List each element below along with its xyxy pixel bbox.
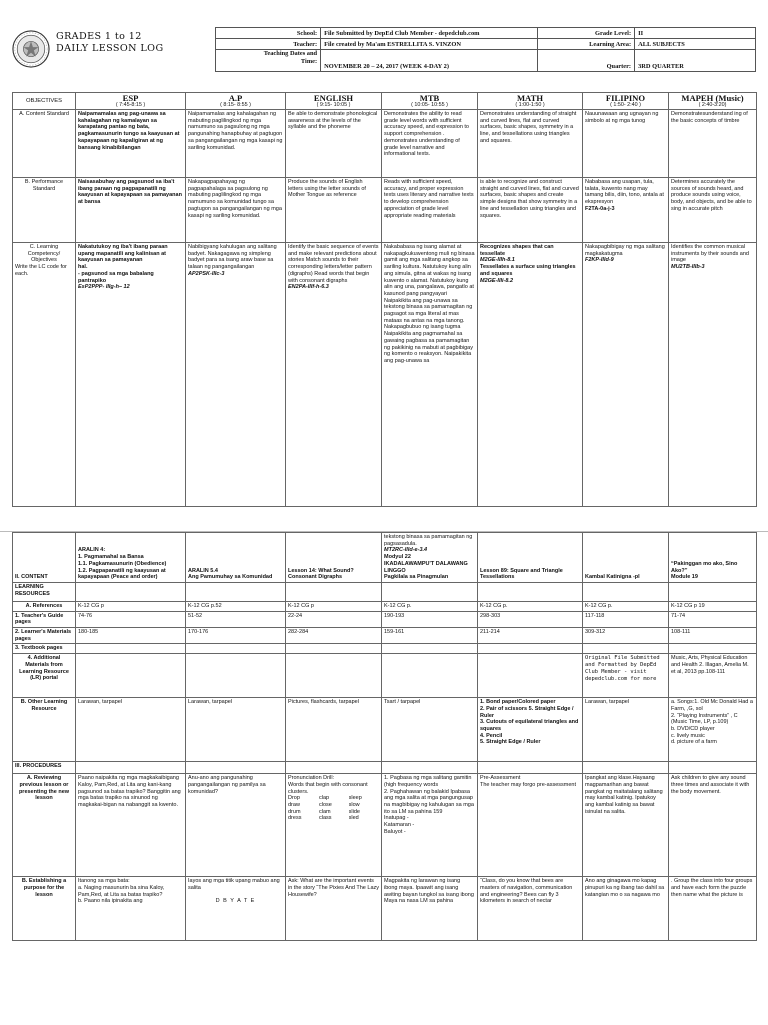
content-row [13,533,757,583]
cell-mtb: Nakababasa ng isang alamat at nakapagkukuwentong muli ng binasa gamit ang mga salitang angkop sa sariling kultura. Natutukoy kung alin ang simula, gitna at wakas ng isang kuwento o alamat. Natutukoy kung alin ang una, pangalawa, pangatlo at kasunod pang pangyayari Naipakikita ang pag-unawa sa tekstong binasa sa pamamagitan ng pagsagot sa mga literal at mas mataas na antas na mga tanong. Nakapagbubuo ng isang tugma Naipakikita ang pagmamahal sa gawaing pagbasa sa pamamagitan ng pakikinig na mabuti at pagbibigay ng komento o reaksyon. Naipakikita ang pag-unawa sa [382,243,478,507]
teachers-guide-row [13,611,757,627]
cell-ap: Nabibigyang kahulugan ang salitang badyet. Nakagagawa ng simpleng badyet para sa isang araw base sa talaan ng pangangailangan AP2PSK-IIIc-3 [186,243,286,507]
cell-music: K-12 CG p 19 [669,601,757,611]
cell-ap: Iayos ang mga titik upang mabuo ang salita D B Y A T E [186,877,286,941]
cell-mtb: 190-193 [382,611,478,627]
grade-level-label: Grade Level: [537,28,634,39]
cell-filipino: K-12 CG p. [583,601,669,611]
page-2 [0,531,768,1025]
cell-filipino: Nababasa ang usapan, tula, talata, kuwento nang may tamang bilis, diin, tono, antala at ekspresyon F2TA-0a-j-3 [583,178,669,243]
row-label: A. Content Standard [13,110,76,178]
header-meta-table [215,27,756,72]
cell-math: Pre-Assessment The teacher may forgo pre-assessment [478,774,583,877]
teacher-label: Teacher: [216,39,321,50]
cell-esp: Itanong sa mga bata: a. Naging masunurin ba sina Kaloy, Pam,Red, at Lita sa batas trapiko? b. Paano nila ipinakita ang [76,877,186,941]
col-english: ENGLISH ( 9:15- 10:05 ) [286,93,382,110]
col-esp: ESP ( 7:45-8:15 ) [76,93,186,110]
cell-music: 108-111 [669,628,757,644]
textbook-row [13,644,757,654]
col-filipino: FILIPINO ( 1:50- 2:40 ) [583,93,669,110]
cell-mtb: 1. Pagbasa ng mga salitang gamitin (high frequency words 2. Paghahawan ng balakid Ipabasa ang mga salita at mga pangungusap na magbibigay ng kahulugan sa mga ito sa LM sa pahina 159 Inatupag - Katamaran - Baluyot - [382,774,478,877]
cell-filipino: Kambal Katinigna -pl [583,533,669,583]
row-label: C. Learning Competency/ Objectives Write the LC code for each. [13,243,76,507]
cell-filipino: 309-312 [583,628,669,644]
cell-english: Be able to demonstrate phonological awareness at the levels of the syllable and the phoneme [286,110,382,178]
content-standard-row [13,110,757,178]
learning-area-value: ALL SUBJECTS [635,39,756,50]
cell-filipino: Larawan, tarpapel [583,698,669,762]
cell-mtb: 159-161 [382,628,478,644]
cell-ap: K-12 CG p.52 [186,601,286,611]
cell-filipino: Nakapagbibigay ng mga salitang magkakatugma F2KP-IIId-9 [583,243,669,507]
cell-math: Recognizes shapes that can tessellate M2GE-IIIh-8.1 Tessellates a surface using triangles and squares M2GE-IIIi-8.2 [478,243,583,507]
cell-ap: 170-176 [186,628,286,644]
header [12,27,756,73]
learners-materials-row [13,628,757,644]
cell-math: is able to recognize and construct straight and curved lines, flat and curved surfaces, basic shapes and create simple designs that show symmetry in a line and tessellation using triangles and squares. [478,178,583,243]
lc-code: EsP2PPP- IIIg-h– 12 [78,284,130,291]
row-label: 3. Textbook pages [13,644,76,654]
cell-esp: Larawan, tarpapel [76,698,186,762]
cell-music: Determines accurately the sources of sounds heard, and produce sounds using voice, body, and objects, and be able to sing in accurate pitch [669,178,757,243]
cell-music: Music, Arts, Physical Education and Health 2. Illagan, Amelia M. et al, 2013 pp.108-111 [669,654,757,698]
cell-ap: Naipamamalas ang kahalagahan ng mabuting paglilingkod ng mga namumuno sa pagsulong ng mga pangunahing hanapbuhay at pagtugon sa pangangailangan ng mga kasapi ng sariling komunidad. [186,110,286,178]
row-label: II. CONTENT [13,533,76,583]
quarter-value: 3RD QUARTER [635,50,756,72]
cell-esp: Paano naipakita ng mga magkakaibigang Kaloy, Pam,Red, at Lita ang kani-kang pagsunod sa batas trapiko? Banggitin ang mga batas trapiko na sinunod ng magkakai-bigan na nabanggit sa kwento. [76,774,186,877]
school-label: School: [216,28,321,39]
cell-esp: 180-185 [76,628,186,644]
row-label: III. PROCEDURES [13,762,76,774]
cell-english: Ask: What are the important events in the story “The Pixies And The Lazy Housewife? [286,877,382,941]
cell-music: 71-74 [669,611,757,627]
col-ap: A.P ( 8:15- 8:55 ) [186,93,286,110]
competency-row [13,243,757,507]
grade-level-value: II [635,28,756,39]
cell-english: Identify the basic sequence of events and make relevant predictions about stories Match sounds to their corresponding letters/letter pattern (digraphs) Read words that begin with consonant digraphs EN2PA-IIIf-h-6.3 [286,243,382,507]
lc-code: F2TA-0a-j-3 [585,205,615,212]
cell-esp: Naisasabuhay ang pagsunod sa iba't ibang paraan ng pagpapanatili ng kaayusan at kapayapaan sa pamayanan at bansa [76,178,186,243]
cell-esp: ARALIN 4: 1. Pagmamahal sa Bansa 1.1. Pagkamasunurin (Obedience) 1.2. Pagpapanatili ng kaayusan at kapayapaan (Peace and order) [76,533,186,583]
row-label: B. Establishing a purpose for the lesson [13,877,76,941]
cell-ap: Larawan, tarpapel [186,698,286,762]
lc-code: EN2PA-IIIf-h-6.3 [288,284,329,291]
deped-seal-icon [12,30,50,68]
row-label: 2. Learner's Materials pages [13,628,76,644]
other-resources-row [13,698,757,762]
row-label: LEARNING RESOURCES [13,582,76,601]
cell-music: Demonstratesunderstand ing of the basic concepts of timbre [669,110,757,178]
cell-math: Lesson 89: Square and Triangle Tessellations [478,533,583,583]
row-label: 4. Additional Materials from Learning Resource (LR) portal [13,654,76,698]
title-line-2: DAILY LESSON LOG [56,43,164,54]
reviewing-row [13,774,757,877]
lc-code: F2KP-IIId-9 [585,257,614,264]
cell-esp: 74-76 [76,611,186,627]
cell-english: 22-24 [286,611,382,627]
references-row [13,601,757,611]
cell-ap: Nakapagpapahayag ng pagpapahalaga sa pagsulong ng mabuting paglilingkod ng mga namumuno sa komunidad tungo sa pagtugon sa pangangailangan ng mga kasapi ng sariling komunidad. [186,178,286,243]
teacher-value: File created by Ma'am ESTRELLITA S. VINZON [321,39,538,50]
cell-math: “Class, do you know that bees are masters of navigation, communication and engineering? Bees can fly 3 kilometers in search of nectar [478,877,583,941]
cell-mtb: Reads with sufficient speed, accuracy, and proper expression texts uses literary and narrative texts to develop comprehension appreciation of grade level appropriate reading materials [382,178,478,243]
cell-english: K-12 CG p [286,601,382,611]
additional-materials-row [13,654,757,698]
cell-music: a. Songs:1. Old Mc Donald Had a Farm, ,G, sol 2. “Playing Instruments” , C (Music Time, LP, p.109) b. DVD/CD player c. lively music d. picture of a farm [669,698,757,762]
lc-code: MU2TB-IIIb-3 [671,264,705,271]
col-music: MAPEH (Music) ( 2:40-3:20) [669,93,757,110]
cell-english: 282-284 [286,628,382,644]
cell-ap: Anu-ano ang pangunahing pangangailangan ng pamilya sa komunidad? [186,774,286,877]
lc-code: MT2RC-IIId-e-3.4 [384,547,428,554]
quarter-label: Quarter: [537,50,634,72]
col-math: MATH ( 1:00-1:50 ) [478,93,583,110]
row-label: A. Reviewing previous lesson or presenting the new lesson [13,774,76,877]
lc-code: AP2PSK-IIIc-3 [188,270,225,277]
cell-filipino: Nauunawaan ang ugnayan ng simbolo at ng mga tunog [583,110,669,178]
performance-standard-row [13,178,757,243]
cell-mtb: Demonstrates the ability to read grade level words with sufficient accuracy speed, and expression to support comprehension . demonstrates understanding of grade level narrative and informational texts. [382,110,478,178]
cell-music: Identifies the common musical instruments by their sounds and image MU2TB-IIIb-3 [669,243,757,507]
cell-math: 211-214 [478,628,583,644]
cell-english: Pictures, flashcards, tarpapel [286,698,382,762]
cell-english: Lesson 14: What Sound? Consonant Digraphs [286,533,382,583]
col-mtb: MTB ( 10:05- 10:55 ) [382,93,478,110]
objectives-label: OBJECTIVES [13,93,76,110]
dates-value: NOVEMBER 20 – 24, 2017 (WEEK 4-DAY 2) [321,50,538,72]
school-value: File Submitted by DepEd Club Member - depedclub.com [321,28,538,39]
cell-mtb: K-12 CG p. [382,601,478,611]
procedures-row [13,762,757,774]
document-title [56,31,164,55]
cell-esp: Nakatutukoy ng iba't ibang paraan upang mapanatili ang kalinisan at kaayusan sa pamayanan hal. - pagsunod sa mga babalang pantrapiko EsP2PPP- IIIg-h– 12 [76,243,186,507]
cell-math: 298-303 [478,611,583,627]
row-label: A. References [13,601,76,611]
cell-english: Pronunciation Drill: Words that begin with consonant clusters. Drop clap sleep draw close slow drum clam slide dress class sled [286,774,382,877]
cell-mtb: tekstong binasa sa pamamagitan ng pagsasadula. MT2RC-IIId-e-3.4 Modyul 22 IKADALAWAMPU'T DALAWANG LINGGO Pagkilala sa Pinagmulan [382,533,478,583]
watermark-note: Original File Submitted and Formatted by DepEd Club Member - visit depedclub.com for more [583,654,669,698]
row-label: B. Performance Standard [13,178,76,243]
cell-mtb: Tsart / tarpapel [382,698,478,762]
cell-english: Produce the sounds of English letters using the letter sounds of Mother Tongue as reference [286,178,382,243]
title-line-1: GRADES 1 to 12 [56,31,142,42]
cell-esp: Naipamamalas ang pag-unawa sa kahalagahan ng kamalayan sa karapatang pantao ng bata, pagkamasunurin tungo sa kaayusan at kapayapaan ng kapaligiran at ng bansang kinabibilangan [76,110,186,178]
cell-esp: K-12 CG p [76,601,186,611]
row-label: 1. Teacher's Guide pages [13,611,76,627]
cell-ap: 51-52 [186,611,286,627]
lc-code: M2GE-IIIi-8.2 [480,277,514,284]
cell-ap: ARALIN 5.4 Ang Pamumuhay sa Komunidad [186,533,286,583]
learning-resources-row [13,582,757,601]
page-1 [0,0,768,512]
cell-math: K-12 CG p. [478,601,583,611]
content-procedures-table [12,532,757,941]
subject-header-row [13,93,757,110]
cell-filipino: Ipangkat ang klase.Hayaang magpamarihan ang bawat pangkat ng maitatalang salitang may kambal katinig. Ipatukoy ang kambal katinig sa bawat isinulat na salita. [583,774,669,877]
cell-math: 1. Bond paper/Colored paper 2. Pair of scissors 5. Straight Edge / Ruler 3. Cutouts of equilateral triangles and squares 4. Pencil 5. Straight Edge / Ruler [478,698,583,762]
learning-area-label: Learning Area: [537,39,634,50]
cell-filipino: 117-118 [583,611,669,627]
cell-math: Demonstrates understanding of straight and curved lines, flat and curved surfaces, basic shapes, symmetry in a line, and tessellations using triangles and squares. [478,110,583,178]
dates-label: Teaching Dates and Time: [216,50,321,72]
cell-music: Ask children to give any sound three times and associate it with the body movement. [669,774,757,877]
cell-filipino: Ano ang ginagawa mo kapag pinupuri ka ng ibang tao dahil sa katangian mo o sa nagawa mo [583,877,669,941]
establishing-row [13,877,757,941]
cell-music: . Group the class into four groups and have each form the puzzle then name what the picture is [669,877,757,941]
page-gap [0,512,768,531]
lc-code: M2GE-IIIh-8.1 [480,257,515,264]
word-list: Drop clap sleep draw close slow drum clam slide dress class sled [288,795,362,822]
cell-mtb: Magpakita ng larawan ng isang ibong maya. Ipaawit ang isang awiting bayan tungkol sa isang ibong Maya na nasa LM sa pahina [382,877,478,941]
row-label: B. Other Learning Resource [13,698,76,762]
objectives-table [12,92,757,507]
cell-music: “Pakinggan mo ako, Sino Ako?” Module 19 [669,533,757,583]
